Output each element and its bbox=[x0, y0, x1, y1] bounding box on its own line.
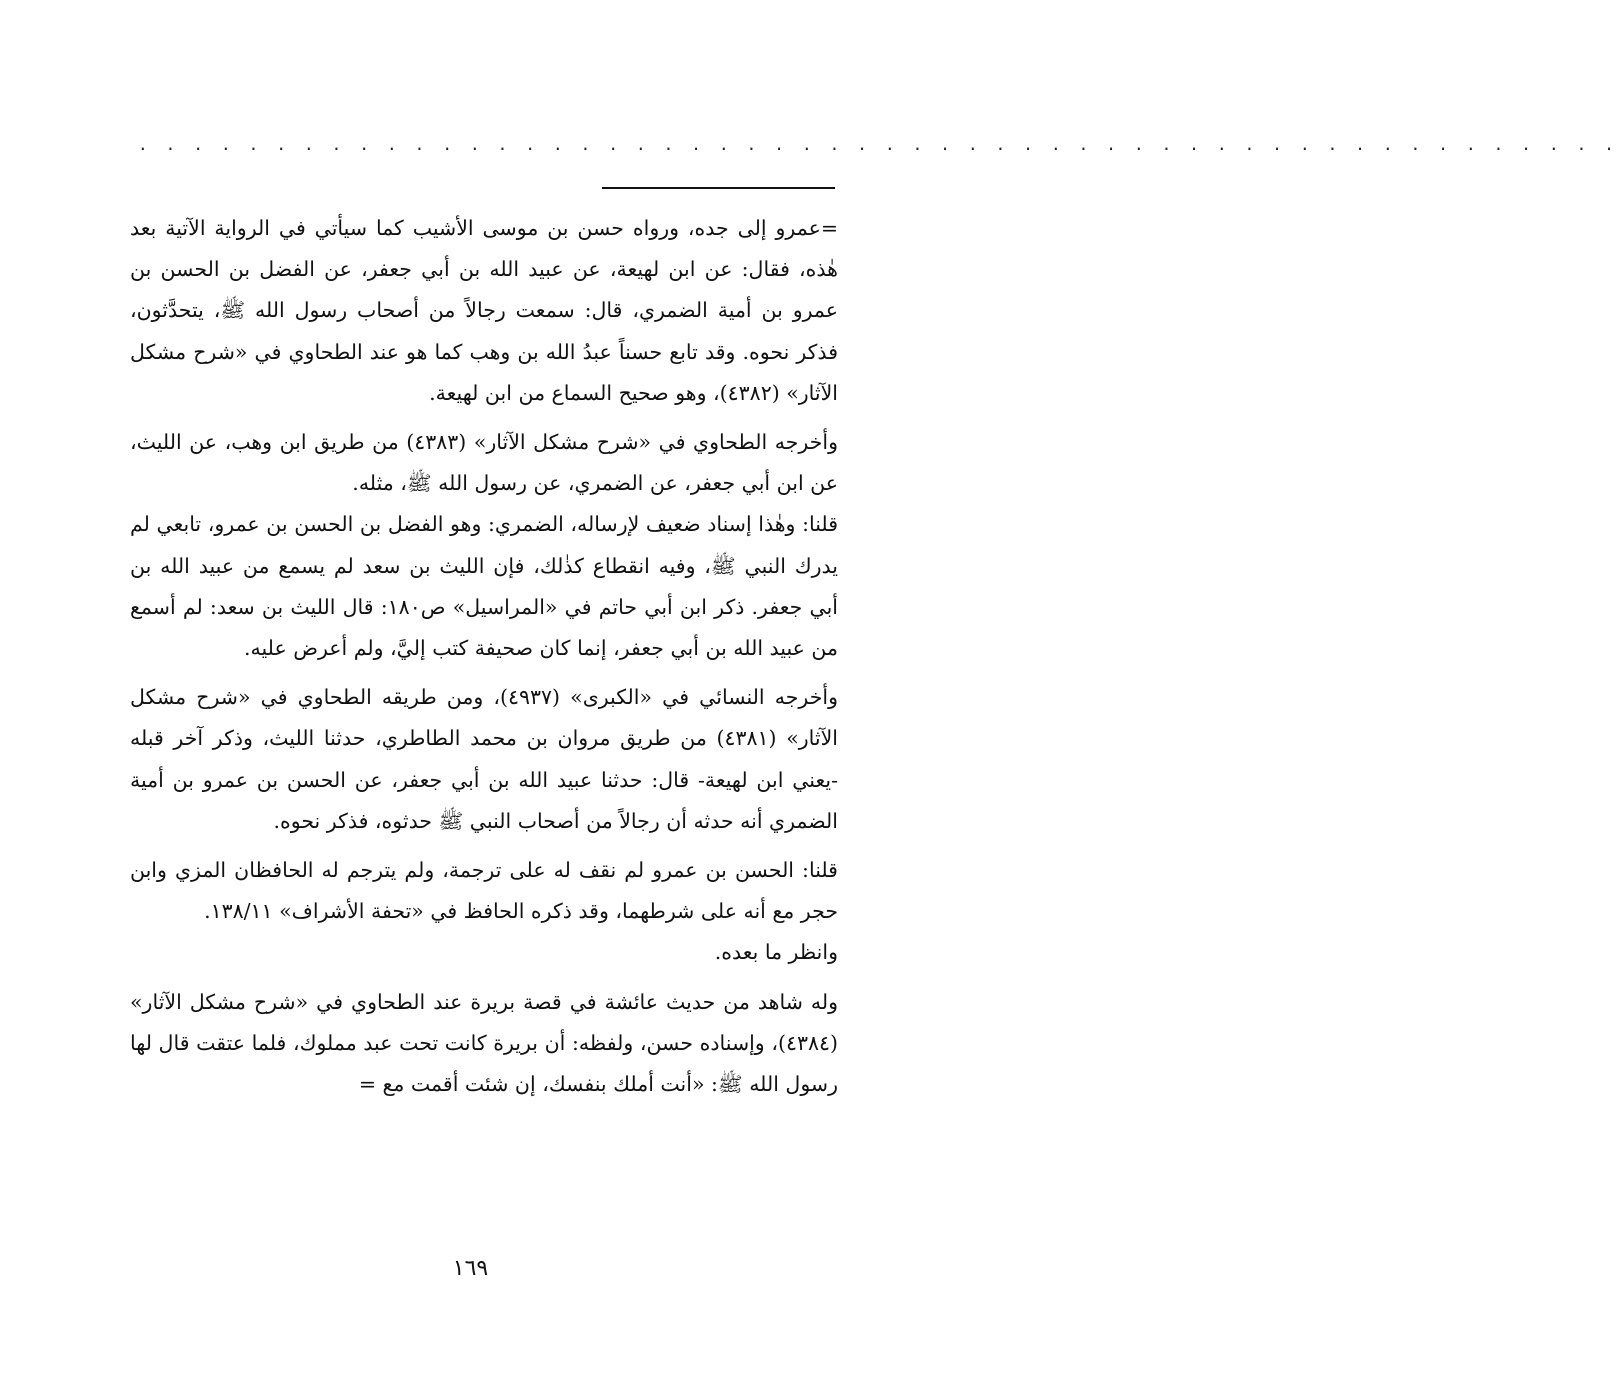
page-number: ١٦٩ bbox=[452, 1256, 489, 1281]
footnote-paragraph-6: وانظر ما بعده. bbox=[714, 940, 838, 965]
footnote-paragraph-7: وله شاهد من حديث عائشة في قصة بريرة عند الطحاوي في «شرح مشكل الآثار» (٤٣٨٤)، وإسناده حسن، ولفظه: أن بريرة كانت تحت عبد مملوك، فلما عتقت قال لها رسول الله ﷺ: «أنت أملك بنفسك، إن شئت أقمت مع = bbox=[130, 989, 838, 1097]
footnote-paragraph-3: قلنا: وهٰذا إسناد ضعيف لإرساله، الضمري: وهو الفضل بن الحسن بن عمرو، تابعي لم يدرك النبي ﷺ، وفيه انقطاع كذٰلك، فإن الليث بن سعد لم يسمع من عبيد الله بن أبي جعفر. ذكر ابن أبي حاتم في «المراسيل» ص١٨٠: قال الليث بن سعد: لم أسمع من عبيد الله بن أبي جعفر، إنما كان صحيفة كتب إليَّ، ولم أعرض عليه. bbox=[130, 512, 838, 661]
footnote-paragraph-4: وأخرجه النسائي في «الكبرى» (٤٩٣٧)، ومن طريقه الطحاوي في «شرح مشكل الآثار» (٤٣٨١) من طريق مروان بن محمد الطاطري، حدثنا الليث، وذكر آخر قبله -يعني ابن لهيعة- قال: حدثنا عبيد الله بن أبي جعفر، عن الحسن بن عمرو بن أمية الضمري أنه حدثه أن رجالاً من أصحاب النبي ﷺ حدثوه، فذكر نحوه. bbox=[130, 685, 838, 833]
footnote-paragraph-5: قلنا: الحسن بن عمرو لم نقف له على ترجمة، ولم يترجم له الحافظان المزي وابن حجر مع أنه على شرطهما، وقد ذكره الحافظ في «تحفة الأشراف» ١٣٨/١١. bbox=[130, 858, 838, 924]
dotted-separator: . . . . . . . . . . . . . . . . . . . . . . . . . . . . . . . . . . . . . . . . . . . . . . . . . . . . . . bbox=[138, 135, 1618, 154]
footnote-rule bbox=[602, 187, 835, 189]
footnote-paragraph-1: =عمرو إلى جده، ورواه حسن بن موسى الأشيب كما سيأتي في الرواية الآتية بعد هٰذه، فقال: عن ابن لهيعة، عن عبيد الله بن أبي جعفر، عن الفضل بن الحسن بن عمرو بن أمية الضمري، قال: سمعت رجالاً من أصحاب رسول الله ﷺ، يتحدَّثون، فذكر نحوه. وقد تابع حسناً عبدُ الله بن وهب كما هو عند الطحاوي في «شرح مشكل الآثار» (٤٣٨٢)، وهو صحيح السماع من ابن لهيعة. bbox=[130, 216, 838, 405]
footnote-text bbox=[130, 208, 838, 1105]
footnote-paragraph-2: وأخرجه الطحاوي في «شرح مشكل الآثار» (٤٣٨٣) من طريق ابن وهب، عن الليث، عن ابن أبي جعفر، عن الضمري، عن رسول الله ﷺ، مثله. bbox=[130, 430, 838, 496]
